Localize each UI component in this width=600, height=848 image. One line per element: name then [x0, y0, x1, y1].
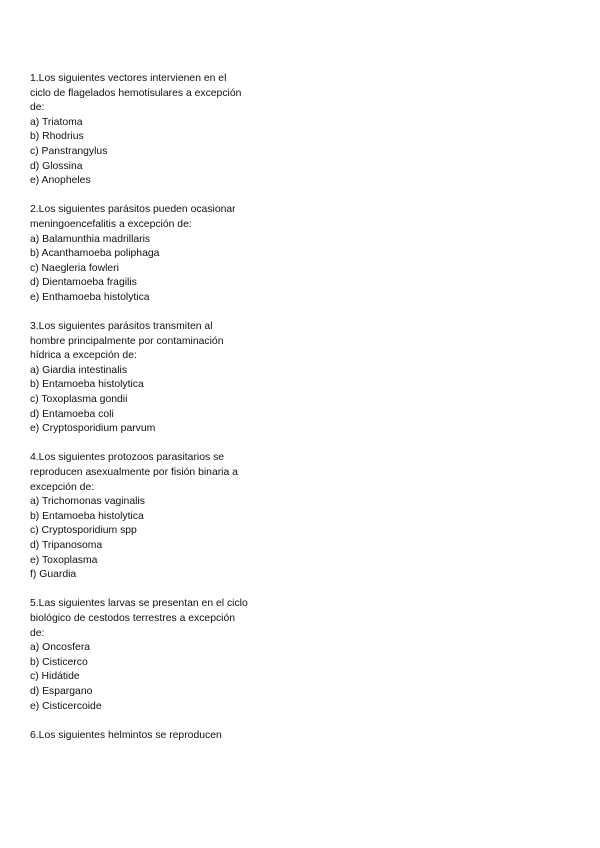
question-2-option-a: a) Balamunthia madrillaris: [30, 233, 151, 245]
question-2-option-c: c) Naegleria fowleri: [30, 262, 119, 274]
question-3-option-d: d) Entamoeba coli: [30, 408, 114, 420]
question-1-option-e: e) Anopheles: [30, 175, 91, 187]
question-5: [30, 597, 290, 714]
question-4-option-d: d) Tripanosoma: [30, 540, 103, 551]
question-4: [30, 451, 290, 582]
question-4-stem-line: excepción de:: [30, 481, 95, 493]
question-1-stem-line: de:: [30, 102, 45, 114]
question-1-stem-line: 1.Los siguientes vectores intervienen en el: [30, 73, 227, 84]
question-3-option-c: c) Toxoplasma gondii: [30, 394, 128, 406]
question-1-option-c: c) Panstrangylus: [30, 145, 108, 157]
question-1-stem-line: ciclo de flagelados hemotisulares a excepción: [30, 87, 242, 99]
question-3-option-b: b) Entamoeba histolytica: [30, 379, 144, 391]
question-2-option-d: d) Dientamoeba fragilis: [30, 277, 137, 289]
question-5-option-a: a) Oncosfera: [30, 642, 91, 654]
question-5-option-b: b) Cisticerco: [30, 656, 88, 668]
question-3-option-a: a) Giardia intestinalis: [30, 364, 128, 376]
question-2: [30, 203, 290, 305]
question-2-option-b: b) Acanthamoeba poliphaga: [30, 248, 160, 260]
question-4-option-b: b) Entamoeba histolytica: [30, 510, 144, 522]
question-5-option-e: e) Cisticercoide: [30, 700, 102, 712]
question-6-stem-line: 6.Los siguientes helmintos se reproducen: [30, 729, 222, 741]
question-5-option-d: d) Espargano: [30, 685, 93, 697]
question-3-stem-line: hombre principalmente por contaminación: [30, 335, 224, 347]
question-4-stem-line: 4.Los siguientes protozoos parasitarios se: [30, 452, 225, 464]
question-2-stem-line: meningoencefalitis a excepción de:: [30, 218, 192, 230]
question-6: [30, 729, 290, 744]
question-4-option-e: e) Toxoplasma: [30, 554, 98, 566]
document-page: [30, 72, 290, 758]
question-4-option-f: f) Guardia: [30, 569, 77, 581]
question-3-stem-line: 3.Los siguientes parásitos transmiten al: [30, 321, 213, 333]
question-3: [30, 320, 290, 437]
question-5-option-c: c) Hidátide: [30, 671, 80, 683]
question-2-option-e: e) Enthamoeba histolytica: [30, 291, 150, 303]
question-1-option-d: d) Glossina: [30, 160, 83, 172]
question-2-stem-line: 2.Los siguientes parásitos pueden ocasionar: [30, 204, 236, 216]
question-3-option-e: e) Cryptosporidium parvum: [30, 423, 156, 435]
question-5-stem-line: de:: [30, 627, 45, 639]
question-1-option-a: a) Triatoma: [30, 116, 83, 128]
question-3-stem-line: hídrica a excepción de:: [30, 350, 137, 362]
question-1: [30, 72, 290, 189]
question-5-stem-line: 5.Las siguientes larvas se presentan en el ciclo: [30, 598, 248, 610]
question-5-stem-line: biológico de cestodos terrestres a excepción: [30, 612, 236, 624]
question-4-option-c: c) Cryptosporidium spp: [30, 525, 137, 537]
question-4-option-a: a) Trichomonas vaginalis: [30, 496, 145, 508]
question-4-stem-line: reproducen asexualmente por fisión binaria a: [30, 467, 238, 479]
question-1-option-b: b) Rhodrius: [30, 131, 84, 143]
